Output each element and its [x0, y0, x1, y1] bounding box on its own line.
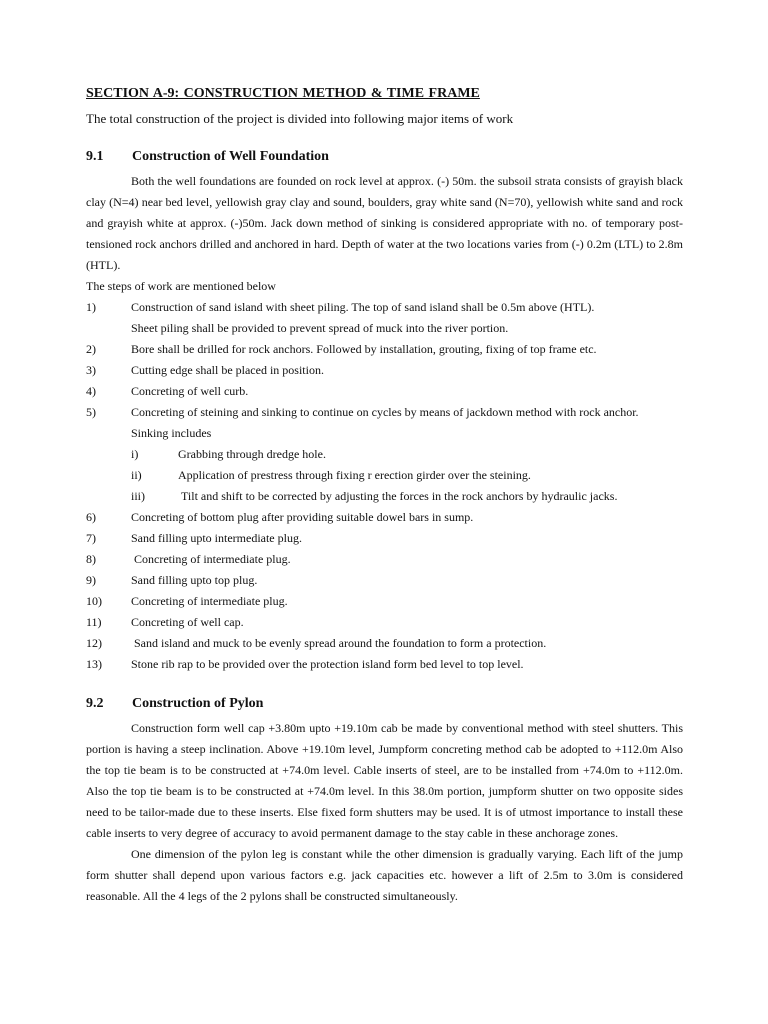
list-item	[86, 360, 683, 381]
sub-step-number: iii)	[131, 489, 145, 503]
sub-list-item	[131, 444, 683, 465]
step-text: Concreting of intermediate plug.	[131, 594, 288, 608]
step-number: 2)	[86, 342, 96, 356]
section-heading-text: Construction of Pylon	[132, 696, 264, 711]
step-text: Cutting edge shall be placed in position.	[131, 363, 324, 377]
section-9-1-paragraph: Both the well foundations are founded on rock level at approx. (-) 50m. the subsoil strata consists of grayish black clay (N=4) near bed level, yellowish gray clay and sound, boulders, gray white sand (N=70), yellowish white sand and rock and grayish white at approx. (-)50m. Jack down method of sinking is considered appropriate with no. of temporary post-tensioned rock anchors drilled and anchored in hard. Depth of water at the two locations varies from (-) 0.2m (LTL) to 2.8m (HTL).	[86, 174, 683, 272]
step-number: 3)	[86, 363, 96, 377]
step-number: 1)	[86, 300, 96, 314]
sub-list-item	[131, 486, 683, 507]
sub-step-text: Tilt and shift to be corrected by adjusting the forces in the rock anchors by hydraulic jacks.	[178, 489, 618, 503]
section-number: 9.1	[86, 149, 104, 164]
list-item	[86, 549, 683, 570]
section-9-2-paragraph-2: One dimension of the pylon leg is constant while the other dimension is gradually varying. Each lift of the jump form shutter shall depend upon various factors e.g. jack capacities etc. however a lift of 2.5m to 3.0m is considered reasonable. All the 4 legs of the 2 pylons shall be constructed simultaneously.	[86, 847, 683, 903]
step-number: 10)	[86, 594, 102, 608]
step-number: 5)	[86, 405, 96, 419]
list-item	[86, 381, 683, 402]
list-item	[86, 654, 683, 675]
section-heading-text: Construction of Well Foundation	[132, 149, 329, 164]
step-number: 13)	[86, 657, 102, 671]
sub-steps-list	[131, 444, 683, 507]
section-number: 9.2	[86, 696, 104, 711]
step-text: Sand filling upto top plug.	[131, 573, 258, 587]
step-note: Sinking includes	[131, 426, 212, 440]
sub-step-number: ii)	[131, 468, 142, 482]
step-number: 8)	[86, 552, 96, 566]
step-text: Sand island and muck to be evenly spread around the foundation to form a protection.	[131, 636, 547, 650]
document-body	[86, 84, 683, 907]
list-item	[86, 507, 683, 528]
step-text: Stone rib rap to be provided over the protection island form bed level to top level.	[131, 657, 524, 671]
step-text: Bore shall be drilled for rock anchors. Followed by installation, grouting, fixing of top frame etc.	[131, 342, 597, 356]
step-text: Sand filling upto intermediate plug.	[131, 531, 302, 545]
section-9-2-heading	[86, 694, 683, 714]
step-number: 7)	[86, 531, 96, 545]
step-number: 12)	[86, 636, 102, 650]
list-item	[86, 591, 683, 612]
list-item	[86, 339, 683, 360]
step-text: Concreting of bottom plug after providing suitable dowel bars in sump.	[131, 510, 474, 524]
steps-list	[86, 297, 683, 675]
step-number: 9)	[86, 573, 96, 587]
step-text: Concreting of well cap.	[131, 615, 244, 629]
step-number: 11)	[86, 615, 102, 629]
list-item	[86, 402, 683, 507]
list-item	[86, 297, 683, 339]
list-item	[86, 633, 683, 654]
sub-step-text: Grabbing through dredge hole.	[178, 447, 326, 461]
sub-step-text: Application of prestress through fixing r erection girder over the steining.	[178, 468, 531, 482]
step-note: Sheet piling shall be provided to prevent spread of muck into the river portion.	[131, 321, 509, 335]
list-item	[86, 570, 683, 591]
step-number: 4)	[86, 384, 96, 398]
step-text: Construction of sand island with sheet piling. The top of sand island shall be 0.5m above (HTL).	[131, 300, 595, 314]
section-9-2-paragraph-1: Construction form well cap +3.80m upto +19.10m cab be made by conventional method with steel shutters. This portion is having a steep inclination. Above +19.10m level, Jumpform concreting method cab be adopted to +112.0m Also the top tie beam is to be constructed at +74.0m level. Cable inserts of steel, are to be installed from +74.0m to +112.0m. Also the top tie beam is to be constructed at +74.0m level. In this 38.0m portion, jumpform shutter on two opposite sides need to be tailor-made due to these inserts. Else fixed form shutters may be used. It is of utmost importance to install these cable inserts to very degree of accuracy to avoid permanent damage to the stay cable in these anchorage zones.	[86, 721, 683, 840]
section-title: SECTION A-9: CONSTRUCTION METHOD & TIME FRAME	[86, 86, 480, 101]
list-item	[86, 528, 683, 549]
step-number: 6)	[86, 510, 96, 524]
step-text: Concreting of well curb.	[131, 384, 249, 398]
steps-intro: The steps of work are mentioned below	[86, 279, 276, 293]
section-9-1-heading	[86, 147, 683, 167]
intro-text: The total construction of the project is divided into following major items of work	[86, 111, 514, 126]
step-text: Concreting of intermediate plug.	[131, 552, 291, 566]
list-item	[86, 612, 683, 633]
sub-step-number: i)	[131, 447, 139, 461]
sub-list-item	[131, 465, 683, 486]
step-text: Concreting of steining and sinking to continue on cycles by means of jackdown method with rock anchor.	[131, 405, 639, 419]
